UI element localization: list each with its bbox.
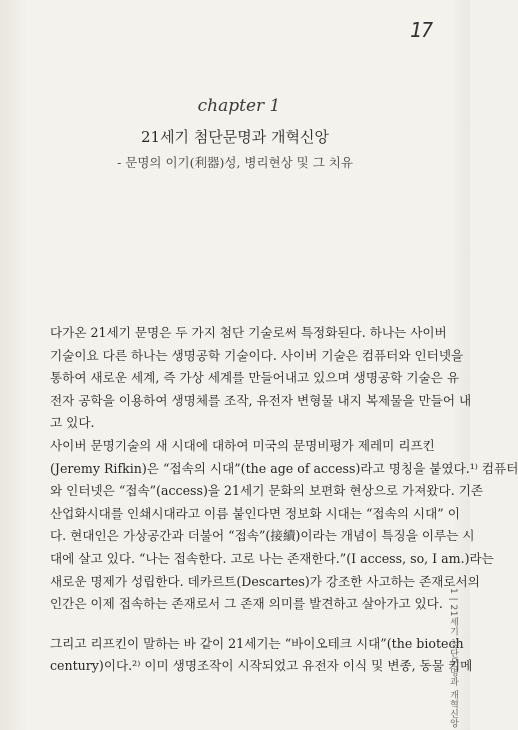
text-line: 다가온 21세기 문명은 두 가지 첨단 기술로써 특정화된다. 하나는 사이버 (50, 325, 447, 340)
text-line: 대에 살고 있다. “나는 접속한다. 고로 나는 존재한다.”(I access, so, I am.)라는 (50, 550, 494, 566)
text-line: 산업화시대를 인쇄시대라고 이름 붙인다면 정보화 시대는 “접속의 시대” 이 (50, 505, 460, 521)
chapter-heading (0, 96, 470, 171)
page-number: 17 (409, 18, 432, 42)
text-line: 다. 현대인은 가상공간과 더불어 “접속”(接續)이라는 개념이 특징을 이루는 시 (50, 528, 475, 544)
chapter-subtitle: - 문명의 이기(利器)성, 병리현상 및 그 치유 (117, 155, 353, 170)
text-line: 새로운 명제가 성립한다. 데카르트(Descartes)가 강조한 사고하는 존재로서의 (50, 573, 480, 589)
text-line: century)이다.²⁾ 이미 생명조작이 시작되었고 유전자 이식 및 변종, 동물 키메 (50, 658, 473, 674)
text-line: (Jeremy Rifkin)은 “접속의 시대”(the age of access)라고 명칭을 붙였다.¹⁾ 컴퓨터 (50, 460, 518, 476)
text-line: 전자 공학을 이용하여 생명체를 조작, 유전자 변형물 내지 복제물을 만들어 내 (50, 392, 472, 408)
text-line: 인간은 이제 접속하는 존재로서 그 존재 의미를 발견하고 살아가고 있다. (50, 596, 443, 612)
chapter-title: 21세기 첨단문명과 개혁신앙 (140, 128, 329, 146)
paragraph-1 (38, 322, 472, 435)
text-line: 기술이요 다른 하나는 생명공학 기술이다. 사이버 기술은 컴퓨터와 인터넷을 (50, 347, 464, 363)
running-head: 1 | 21세기 첨단문명과 개혁신앙 (448, 588, 458, 729)
paragraph-2 (38, 435, 518, 616)
text-line: 와 인터넷은 “접속”(access)을 21세기 문화의 보편화 현상으로 가져왔다. 기존 (50, 483, 484, 499)
text-line: 통하여 새로운 세계, 즉 가상 세계를 만들어내고 있으며 생명공학 기술은 유 (50, 370, 460, 386)
paragraph-3 (38, 633, 473, 678)
text-line: 그리고 리프킨이 말하는 바 같이 21세기는 “바이오테크 시대”(the biotech (50, 635, 464, 651)
text-line: 사이버 문명기술의 새 시대에 대하여 미국의 문명비평가 제레미 리프킨 (50, 437, 435, 453)
chapter-label: chapter 1 (197, 96, 281, 116)
text-line: 고 있다. (50, 415, 95, 431)
